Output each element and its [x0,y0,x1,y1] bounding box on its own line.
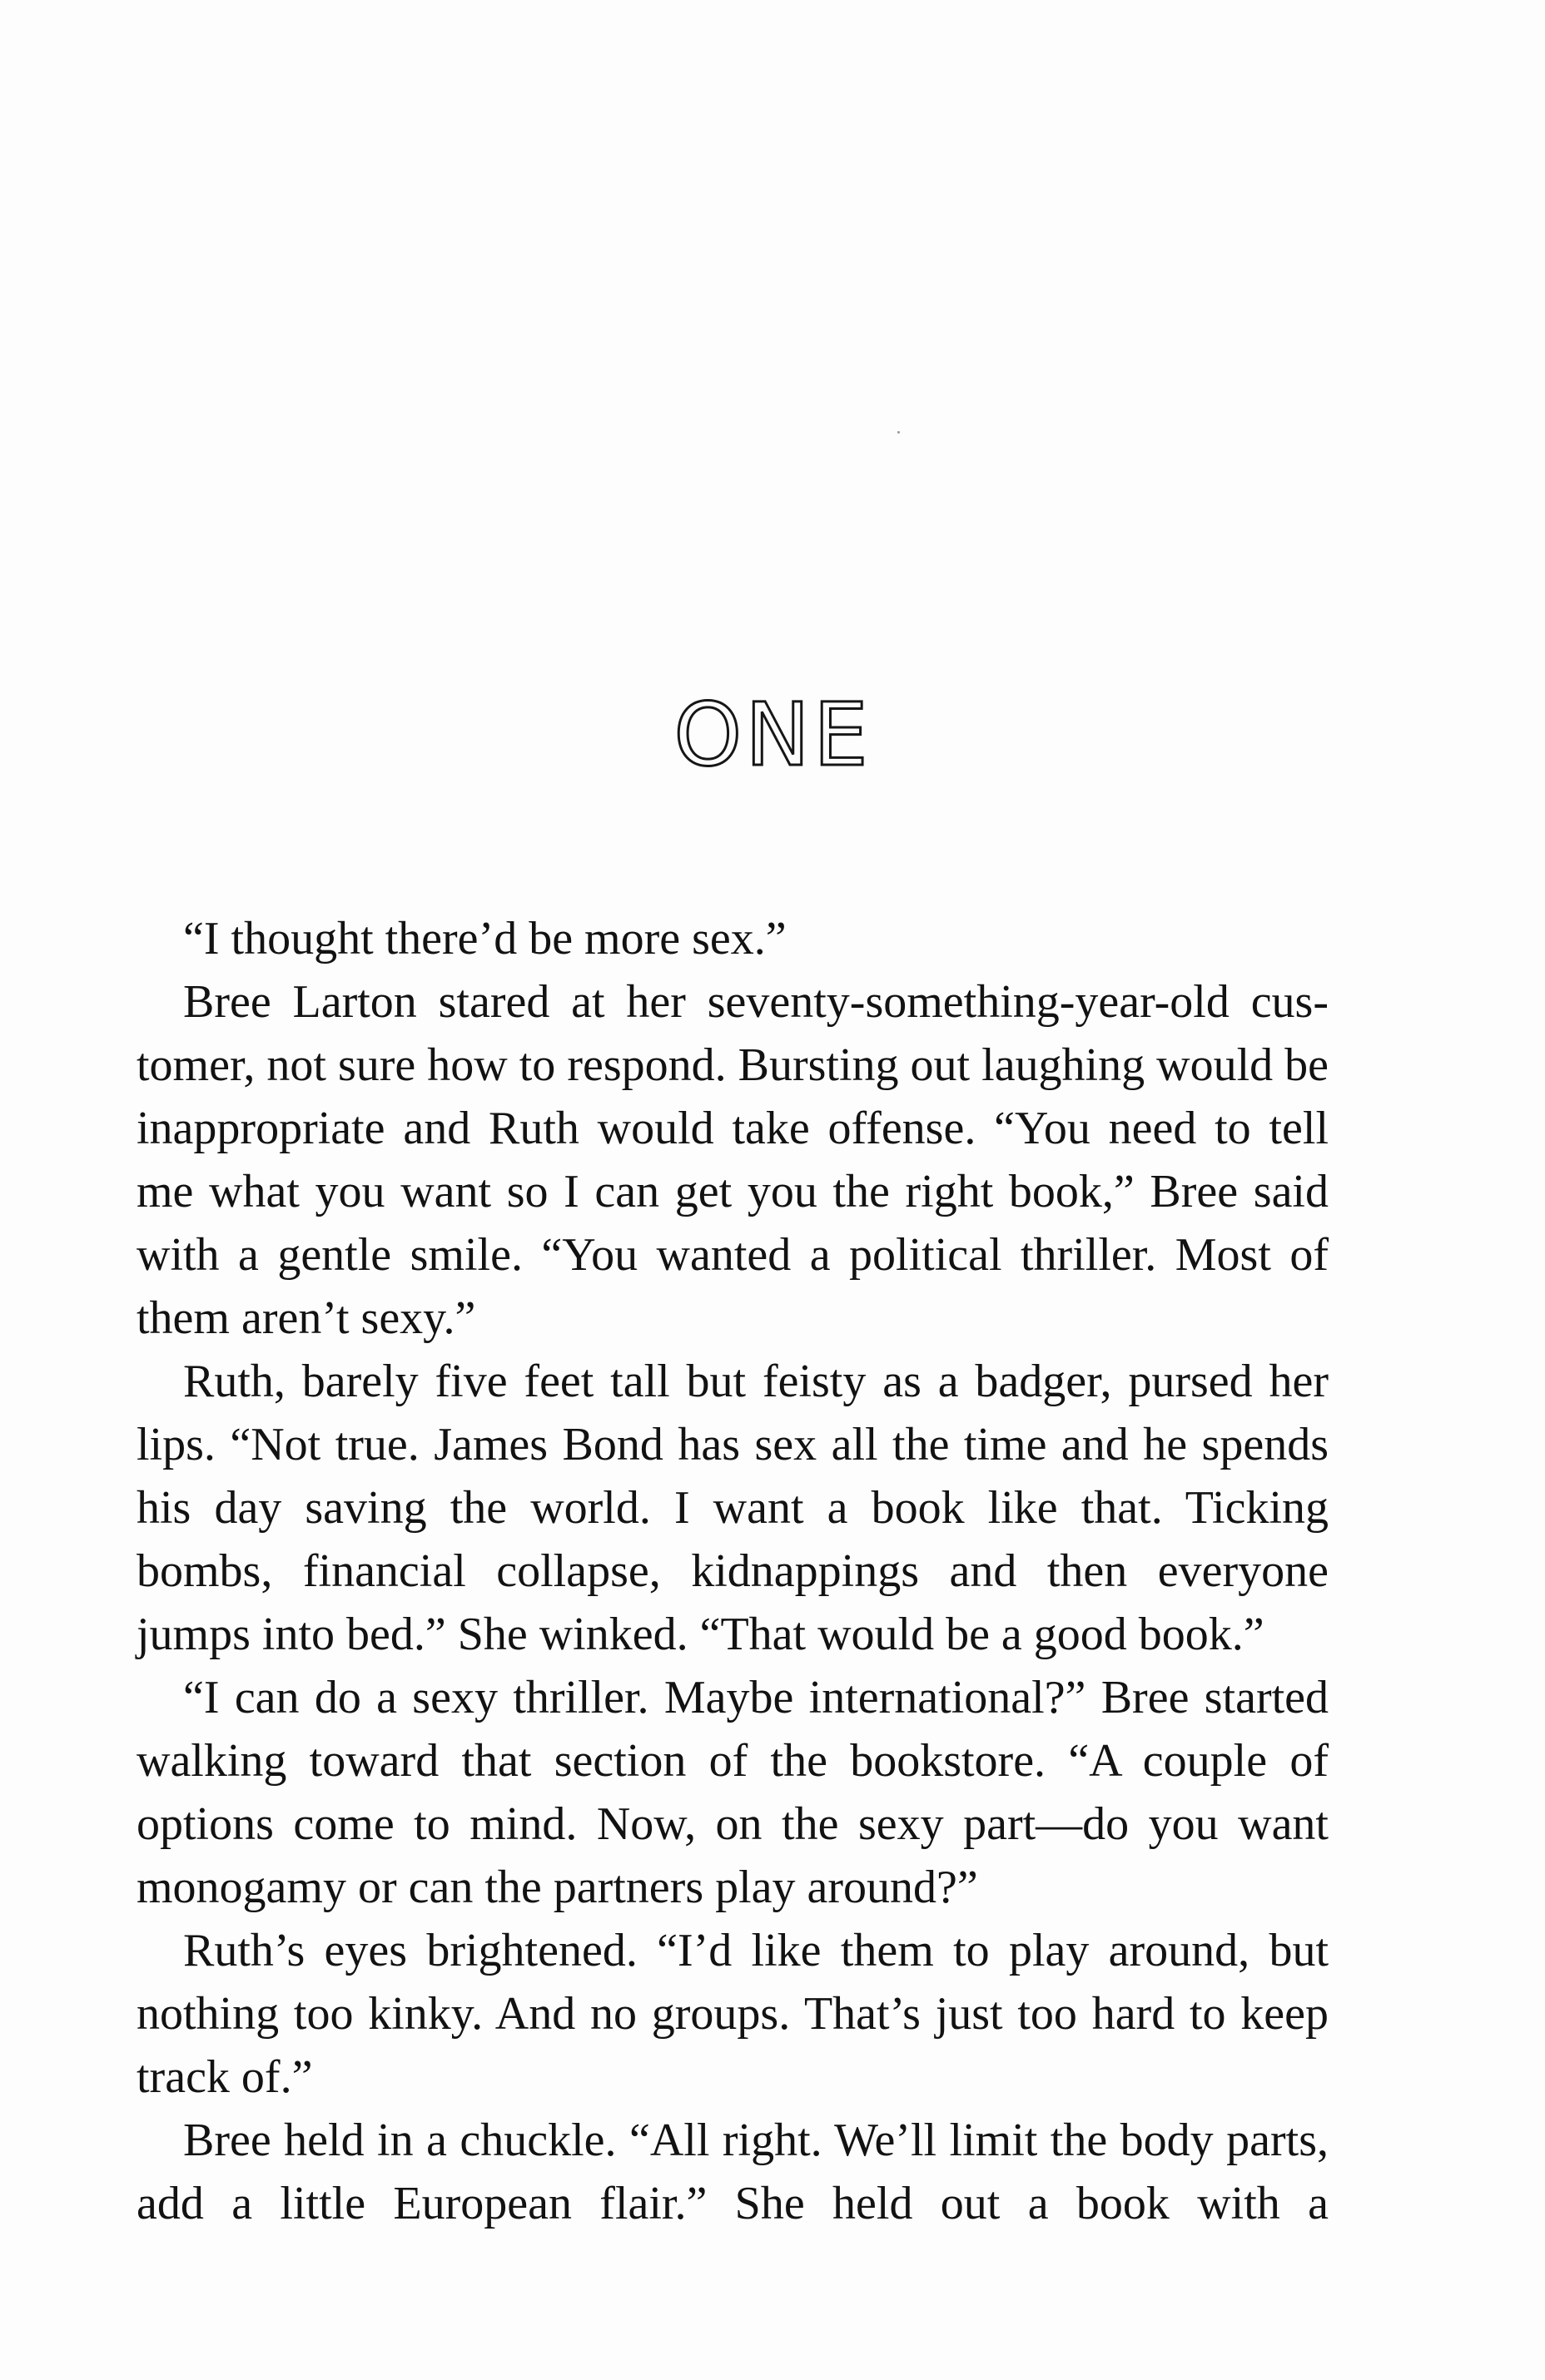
paragraph: Ruth’s eyes brightened. “I’d like them to play around, but nothing too kinky. And no groups. That’s just too hard to keep track of.” [137,1925,1329,2103]
print-speck [897,431,900,434]
paragraph: Bree held in a chuckle. “All right. We’ll limit the body parts, add a little European flair.” She held out a book with a [137,2115,1329,2229]
paragraph: “I thought there’d be more sex.” [183,913,787,964]
paragraph: “I can do a sexy thriller. Maybe international?” Bree started walking toward that section of the bookstore. “A couple of options come to mind. Now, on the sexy part—do you want monogamy or can the partners play around?” [137,1672,1329,1913]
chapter-body [137,907,1329,2235]
chapter-title: ONE [673,683,872,786]
paragraph: Ruth, barely five feet tall but feisty as a badger, pursed her lips. “Not true. James Bond has sex all the time and he spends his day saving the world. I want a book like that. Ticking bombs, financial collapse, kidnappings and then everyone jumps into bed.” She winked. “That would be a good book.” [137,1356,1329,1660]
paragraph: Bree Larton stared at her seventy-something-year-old customer, not sure how to respond. Bursting out laughing would be inappropriate and Ruth would take offense. “You need to tell me what you want so I can get you the right book,” Bree said with a gentle smile. “You wanted a political thriller. Most of them aren’t sexy.” [137,976,1329,1344]
